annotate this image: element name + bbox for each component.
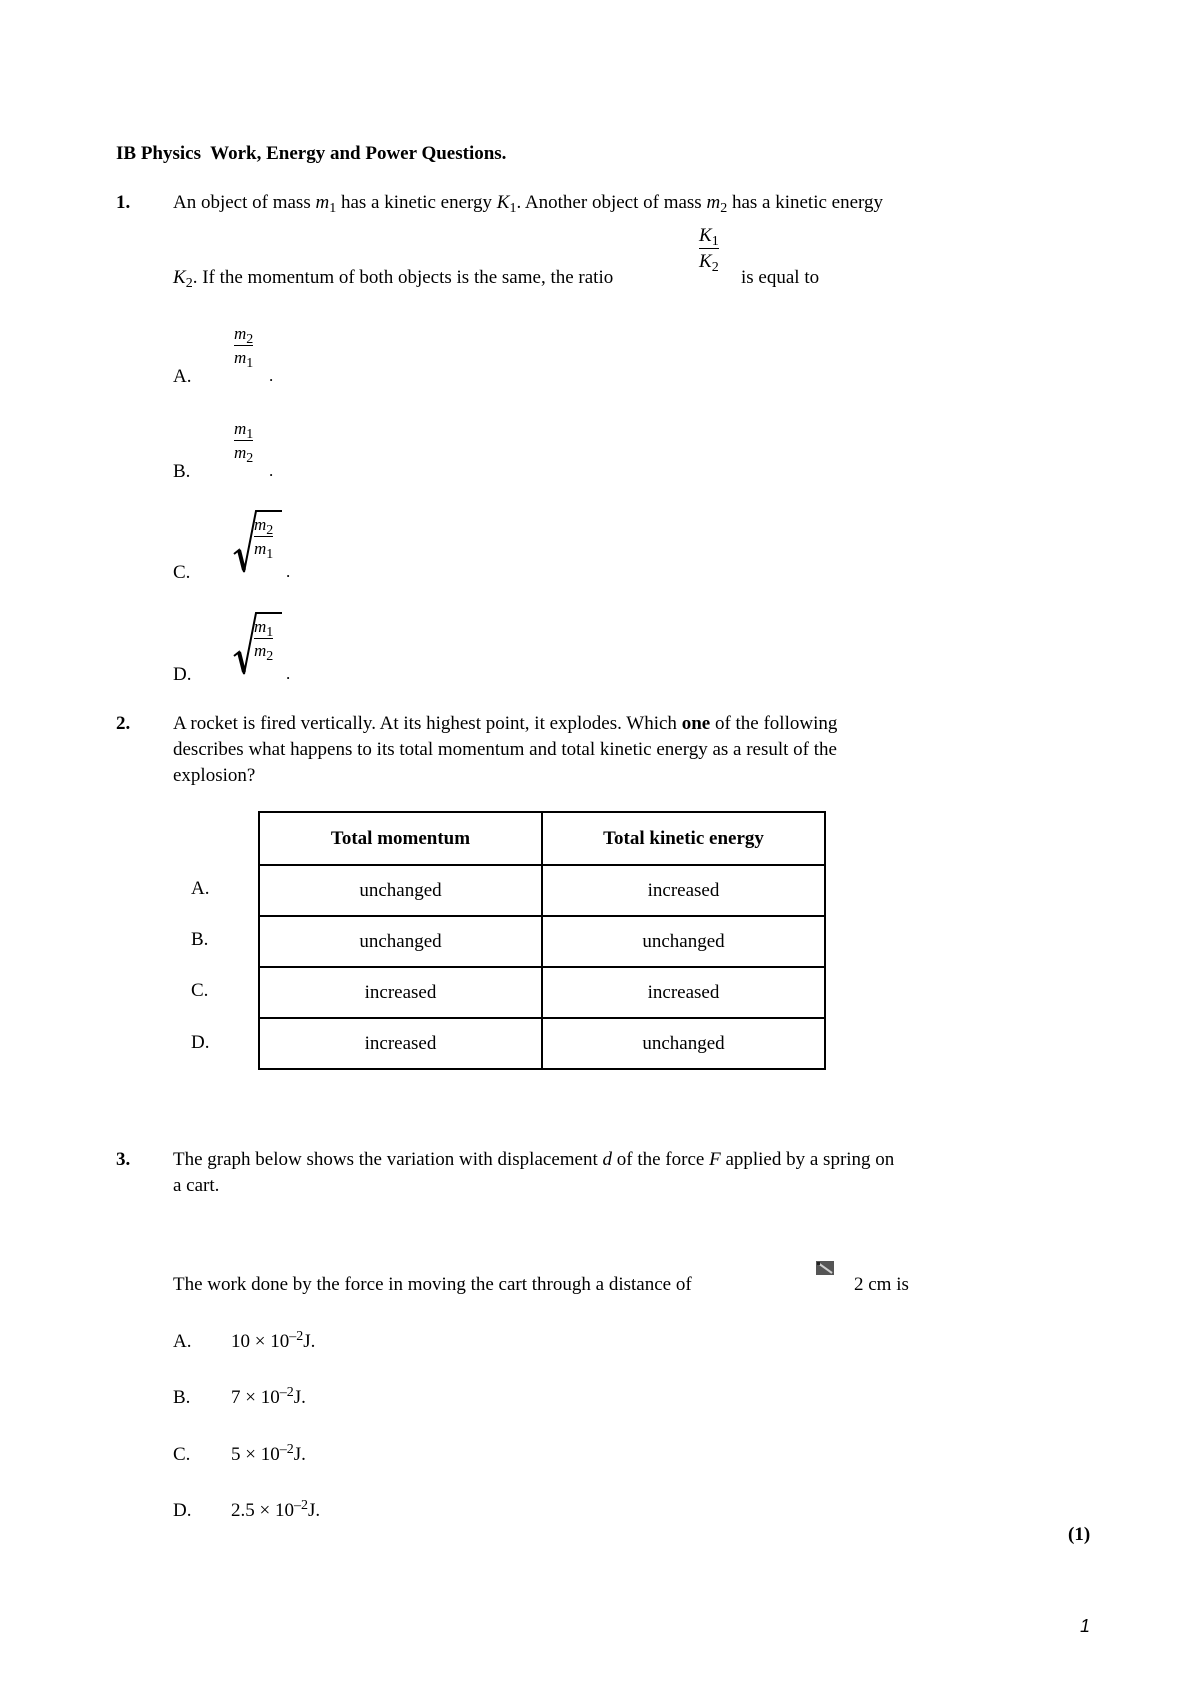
option-label: A. xyxy=(173,366,192,387)
q1-line2: $K_2$. If the momentum of both objects is the same, the ratio xyxy=(173,267,614,291)
option-label: D. xyxy=(173,664,192,685)
q1-line1: An object of mass $m_1$ has a kinetic energy $K_1$. Another object of mass $m_2$ has a kinetic energy xyxy=(173,192,884,216)
option-period: . xyxy=(269,366,274,385)
option-label: B. xyxy=(173,461,191,482)
option-label: C. xyxy=(173,562,191,583)
table-header-row xyxy=(259,812,825,865)
q2-line2: describes what happens to its total momentum and total kinetic energy as a result of the xyxy=(173,739,837,760)
option-period: . xyxy=(286,562,291,581)
q3-number: 3. xyxy=(116,1149,131,1170)
option-label: A. xyxy=(173,1331,192,1352)
table-cell-energy: increased xyxy=(542,865,825,916)
table-row-label: A. xyxy=(191,878,210,899)
table-row xyxy=(259,916,825,967)
q3-line2: a cart. xyxy=(173,1175,220,1196)
table-row xyxy=(259,865,825,916)
table-row xyxy=(259,1018,825,1069)
table-row-label: C. xyxy=(191,980,209,1001)
table-row-label: B. xyxy=(191,929,209,950)
option-label: D. xyxy=(173,1500,192,1521)
marks-label: (1) xyxy=(1068,1524,1091,1545)
option-label: C. xyxy=(173,1444,191,1465)
sqrt-fraction: $\frac{m_1}{m_2}$ xyxy=(230,610,292,680)
option-period: . xyxy=(286,664,291,683)
table-cell-momentum: increased xyxy=(259,967,542,1018)
table-cell-momentum: increased xyxy=(259,1018,542,1069)
page-number: 1 xyxy=(1080,1616,1091,1636)
option-fraction: $\frac{m_2}{m_1}$ xyxy=(234,324,254,371)
option-label: B. xyxy=(173,1387,191,1408)
option-fraction: $\frac{m_1}{m_2}$ xyxy=(234,419,254,466)
option-value: $10 \times 10^{-2}J$. xyxy=(231,1329,316,1352)
embedded-graph-icon xyxy=(816,1261,834,1275)
table-header-momentum: Total momentum xyxy=(259,812,542,865)
option-value: $5 \times 10^{-2}J$. xyxy=(231,1442,306,1465)
table-row-label: D. xyxy=(191,1032,210,1053)
table-cell-momentum: unchanged xyxy=(259,916,542,967)
table-row xyxy=(259,967,825,1018)
table-cell-energy: unchanged xyxy=(542,1018,825,1069)
q1-number: 1. xyxy=(116,192,131,213)
q2-line3: explosion? xyxy=(173,765,256,786)
q2-line1: A rocket is fired vertically. At its highest point, it explodes. Which one of the following xyxy=(173,713,838,734)
q1-ratio-fraction: $\frac{K_1}{K_2}$ xyxy=(699,225,719,275)
option-value: $7 \times 10^{-2}J$. xyxy=(231,1385,306,1408)
q3-line1: The graph below shows the variation with displacement d of the force F applied by a spring on xyxy=(173,1149,895,1170)
table-cell-momentum: unchanged xyxy=(259,865,542,916)
q2-number: 2. xyxy=(116,713,131,734)
option-value: $2.5 \times 10^{-2}J$. xyxy=(231,1498,321,1521)
q3-work-text: The work done by the force in moving the cart through a distance of xyxy=(173,1274,692,1295)
page-title: IB Physics Work, Energy and Power Questions. xyxy=(116,143,507,164)
table-header-energy: Total kinetic energy xyxy=(542,812,825,865)
q3-work-text-end: 2 cm is xyxy=(854,1274,909,1295)
table-cell-energy: unchanged xyxy=(542,916,825,967)
table-cell-energy: increased xyxy=(542,967,825,1018)
q1-line2-end: is equal to xyxy=(741,267,820,288)
sqrt-fraction: $\frac{m_2}{m_1}$ xyxy=(230,508,292,578)
q2-answer-table xyxy=(258,811,826,1070)
option-period: . xyxy=(269,461,274,480)
